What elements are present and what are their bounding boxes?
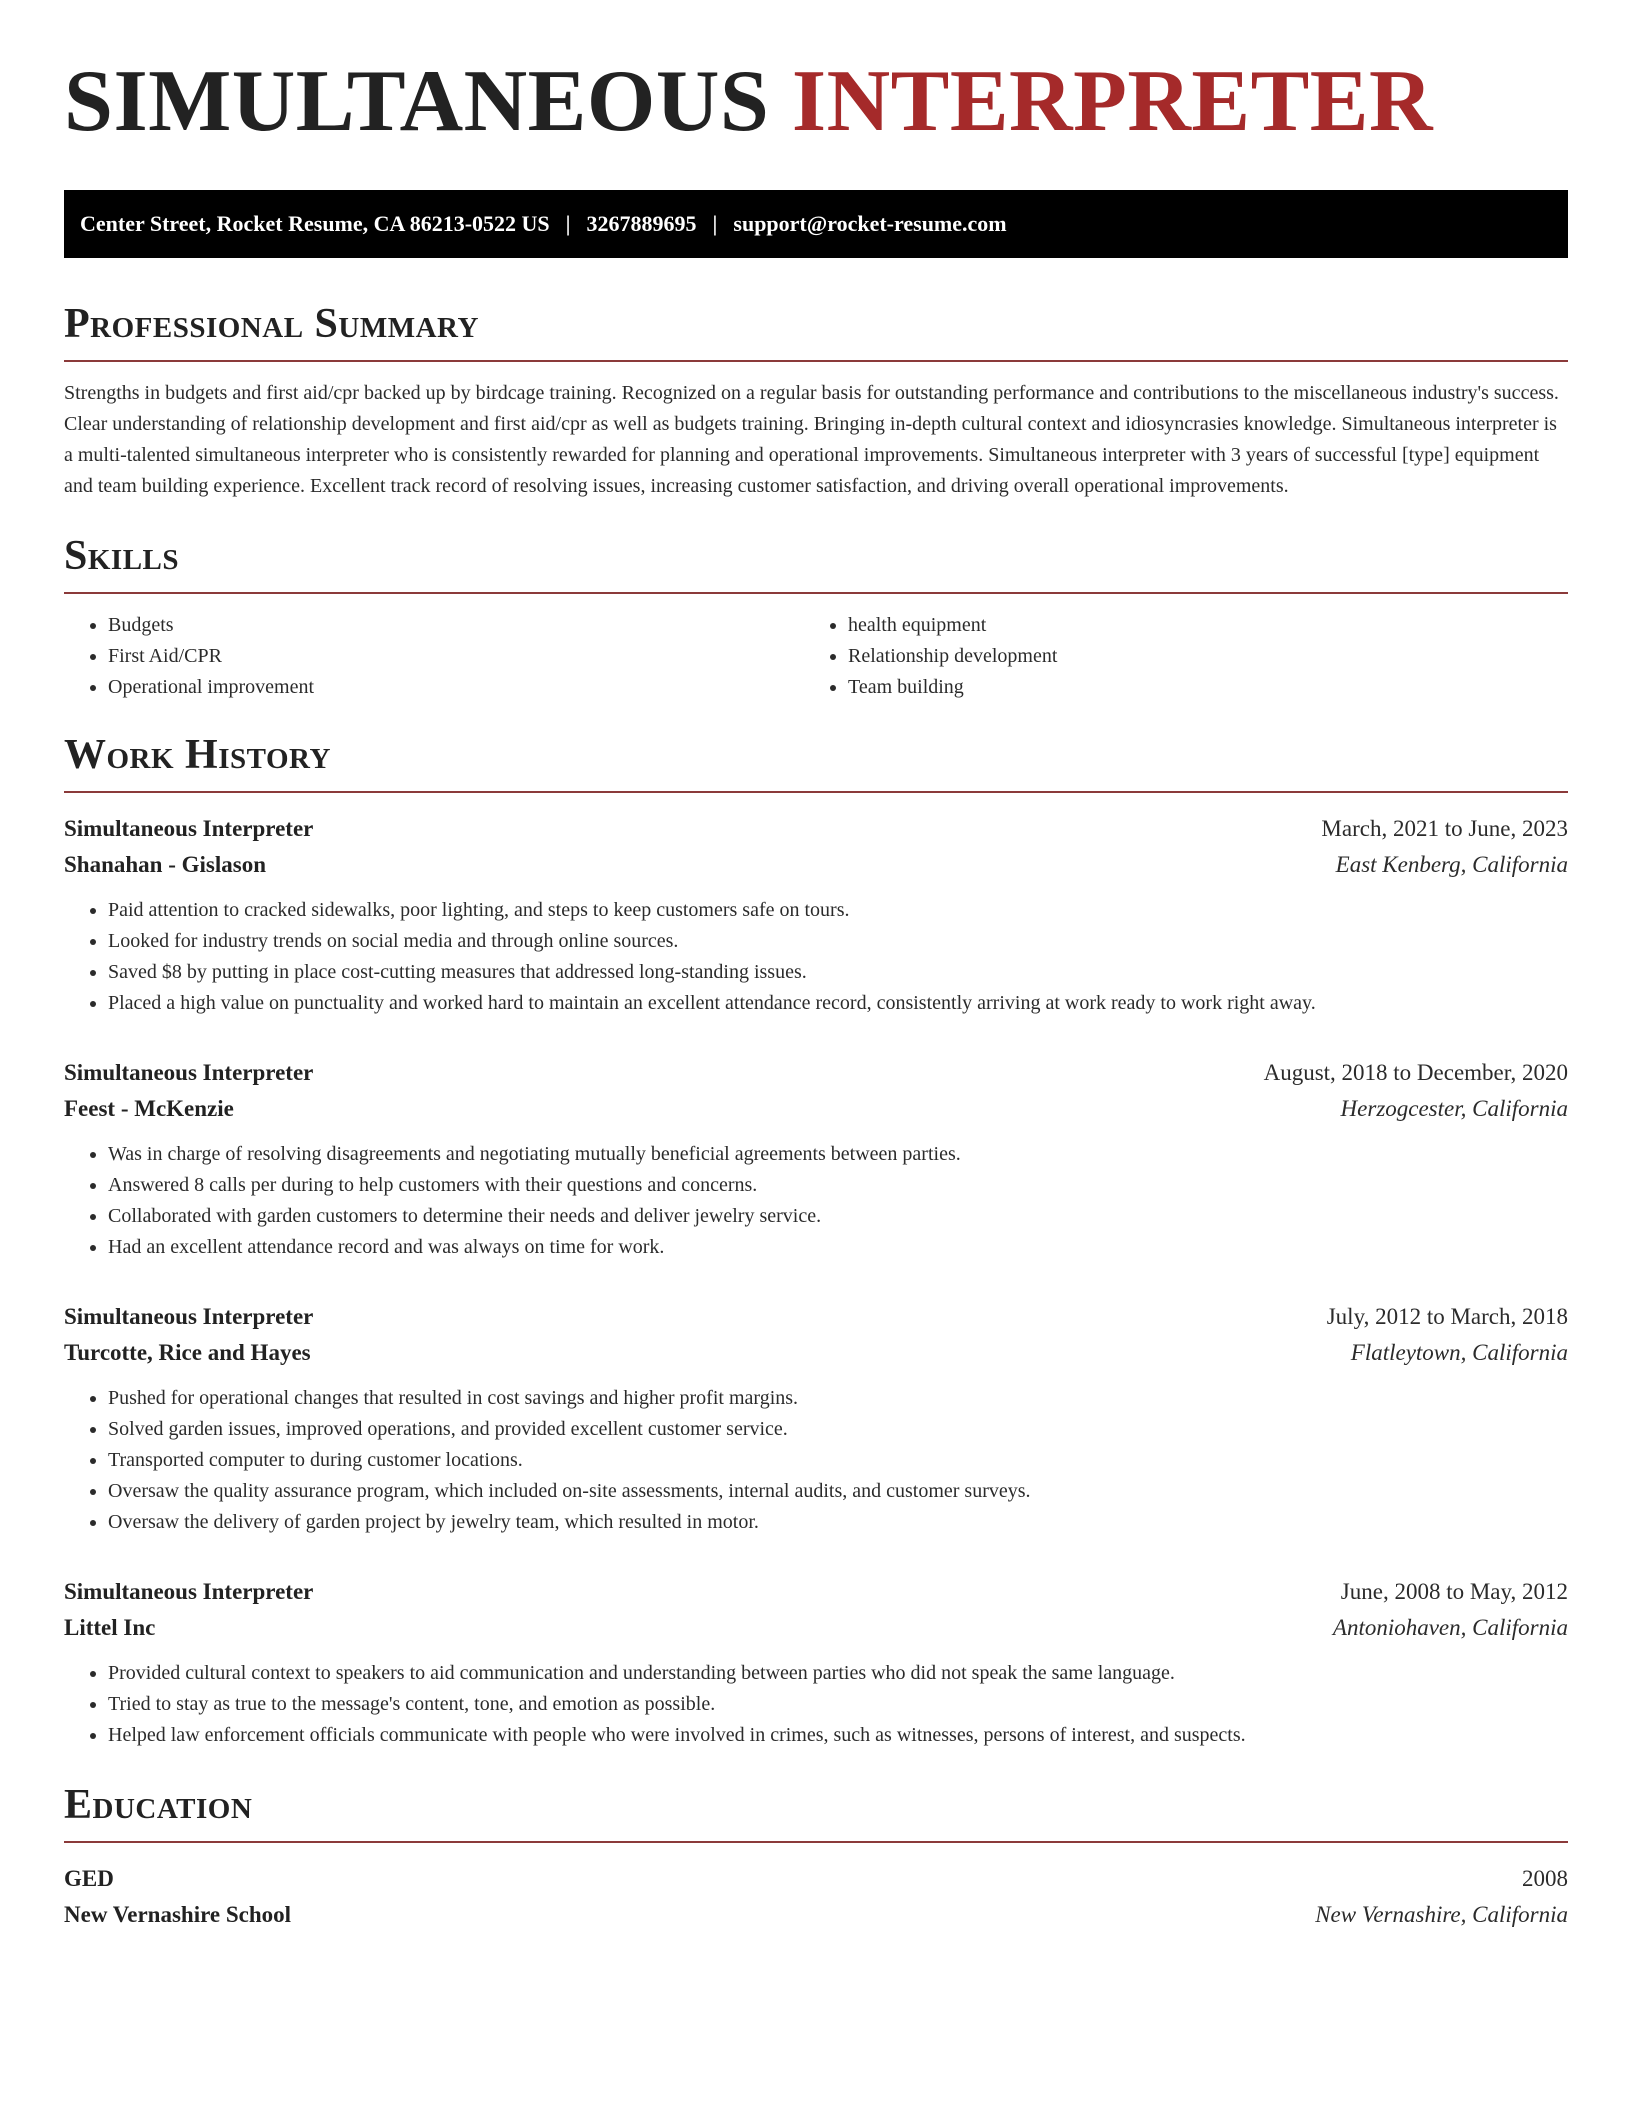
job-bullets	[64, 1383, 1568, 1538]
contact-address: Center Street, Rocket Resume, CA 86213-0522 US	[80, 211, 550, 236]
job-location: Antoniohaven, California	[1332, 1615, 1568, 1640]
job-bullets	[64, 1658, 1568, 1751]
job-bullet: • Helped law enforcement officials communicate with people who were involved in crimes, such as witnesses, persons of interest, and suspects.	[108, 1720, 1568, 1751]
job-company-row	[64, 1610, 1568, 1646]
job-location: Flatleytown, California	[1350, 1340, 1568, 1365]
job-bullet: • Transported computer to during customer locations.	[108, 1445, 1568, 1476]
skill-item: • Relationship development	[848, 641, 1568, 672]
job-bullet: • Saved $8 by putting in place cost-cutting measures that addressed long-standing issues.	[108, 957, 1568, 988]
job-bullet: • Was in charge of resolving disagreements and negotiating mutually beneficial agreements between parties.	[108, 1139, 1568, 1170]
contact-email: support@rocket-resume.com	[733, 211, 1007, 236]
skills-list-left	[64, 610, 804, 703]
education-school: New Vernashire School	[64, 1902, 292, 1927]
education-school-row	[64, 1897, 1568, 1933]
contact-phone: 3267889695	[586, 211, 697, 236]
job-bullets	[64, 1139, 1568, 1263]
section-divider	[64, 1841, 1568, 1843]
contact-separator: |	[712, 211, 718, 236]
job-dates: March, 2021 to June, 2023	[1321, 816, 1568, 841]
skill-item: • health equipment	[848, 610, 1568, 641]
work-heading: Work History	[64, 732, 331, 778]
job-bullet: • Had an excellent attendance record and was always on time for work.	[108, 1232, 1568, 1263]
job-company: Littel Inc	[64, 1615, 156, 1640]
job-entry	[64, 1055, 1568, 1263]
education-year: 2008	[1522, 1866, 1568, 1891]
job-header-row	[64, 1299, 1568, 1335]
job-company: Feest - McKenzie	[64, 1096, 234, 1121]
job-dates: June, 2008 to May, 2012	[1340, 1579, 1568, 1604]
job-title: Simultaneous Interpreter	[64, 1304, 314, 1329]
education-header-row	[64, 1861, 1568, 1897]
job-dates: August, 2018 to December, 2020	[1263, 1060, 1568, 1085]
contact-bar	[64, 190, 1568, 258]
job-bullet: • Looked for industry trends on social media and through online sources.	[108, 926, 1568, 957]
job-entry	[64, 1574, 1568, 1751]
education-location: New Vernashire, California	[1315, 1902, 1568, 1927]
job-bullet: • Answered 8 calls per during to help customers with their questions and concerns.	[108, 1170, 1568, 1201]
skill-item: • Budgets	[108, 610, 804, 641]
job-bullets	[64, 895, 1568, 1019]
job-bullet: • Placed a high value on punctuality and worked hard to maintain an excellent attendance record, consistently arriving at work ready to work right away.	[108, 988, 1568, 1019]
name-last: INTERPRETER	[791, 53, 1434, 150]
job-bullet: • Paid attention to cracked sidewalks, poor lighting, and steps to keep customers safe on tours.	[108, 895, 1568, 926]
job-location: Herzogcester, California	[1340, 1096, 1568, 1121]
job-bullet: • Pushed for operational changes that resulted in cost savings and higher profit margins.	[108, 1383, 1568, 1414]
skill-item: • First Aid/CPR	[108, 641, 804, 672]
job-location: East Kenberg, California	[1335, 852, 1568, 877]
job-dates: July, 2012 to March, 2018	[1326, 1304, 1568, 1329]
job-company: Turcotte, Rice and Hayes	[64, 1340, 311, 1365]
job-title: Simultaneous Interpreter	[64, 816, 314, 841]
job-bullet: • Provided cultural context to speakers to aid communication and understanding between parties who did not speak the same language.	[108, 1658, 1568, 1689]
job-header-row	[64, 811, 1568, 847]
education-section	[64, 1781, 1568, 1933]
education-heading: Education	[64, 1782, 253, 1828]
skills-list-right	[804, 610, 1568, 703]
job-bullet: • Tried to stay as true to the message's content, tone, and emotion as possible.	[108, 1689, 1568, 1720]
job-header-row	[64, 1574, 1568, 1610]
skill-item: • Team building	[848, 672, 1568, 703]
summary-heading: Professional Summary	[64, 301, 479, 347]
job-company-row	[64, 1091, 1568, 1127]
contact-separator: |	[565, 211, 571, 236]
job-bullet: • Solved garden issues, improved operations, and provided excellent customer service.	[108, 1414, 1568, 1445]
job-company-row	[64, 1335, 1568, 1371]
job-company: Shanahan - Gislason	[64, 852, 266, 877]
job-bullet: • Oversaw the quality assurance program, which included on-site assessments, internal audits, and customer surveys.	[108, 1476, 1568, 1507]
work-section	[64, 731, 1568, 1751]
section-divider	[64, 791, 1568, 793]
name-first: SIMULTANEOUS	[64, 53, 770, 150]
skill-item: • Operational improvement	[108, 672, 804, 703]
education-degree: GED	[64, 1866, 114, 1891]
summary-section	[64, 300, 1568, 502]
job-entry	[64, 811, 1568, 1019]
job-bullet: • Collaborated with garden customers to determine their needs and deliver jewelry service.	[108, 1201, 1568, 1232]
resume-name	[64, 52, 1568, 152]
education-entry	[64, 1861, 1568, 1933]
job-entry	[64, 1299, 1568, 1538]
skills-grid	[64, 610, 1568, 703]
job-bullet: • Oversaw the delivery of garden project by jewelry team, which resulted in motor.	[108, 1507, 1568, 1538]
skills-section	[64, 532, 1568, 703]
job-title: Simultaneous Interpreter	[64, 1579, 314, 1604]
job-title: Simultaneous Interpreter	[64, 1060, 314, 1085]
section-divider	[64, 592, 1568, 594]
summary-text: Strengths in budgets and first aid/cpr backed up by birdcage training. Recognized on a regular basis for outstanding performance and contributions to the miscellaneous industry's success. Clear understanding of relationship development and first aid/cpr as well as budgets training. Bringing in-depth cultural context and idiosyncrasies knowledge. Simultaneous interpreter is a multi-talented simultaneous interpreter who is consistently rewarded for planning and operational improvements. Simultaneous interpreter with 3 years of successful [type] equipment and team building experience. Excellent track record of resolving issues, increasing customer satisfaction, and driving overall operational improvements.	[64, 382, 1559, 497]
section-divider	[64, 360, 1568, 362]
job-company-row	[64, 847, 1568, 883]
job-header-row	[64, 1055, 1568, 1091]
skills-heading: Skills	[64, 533, 180, 579]
